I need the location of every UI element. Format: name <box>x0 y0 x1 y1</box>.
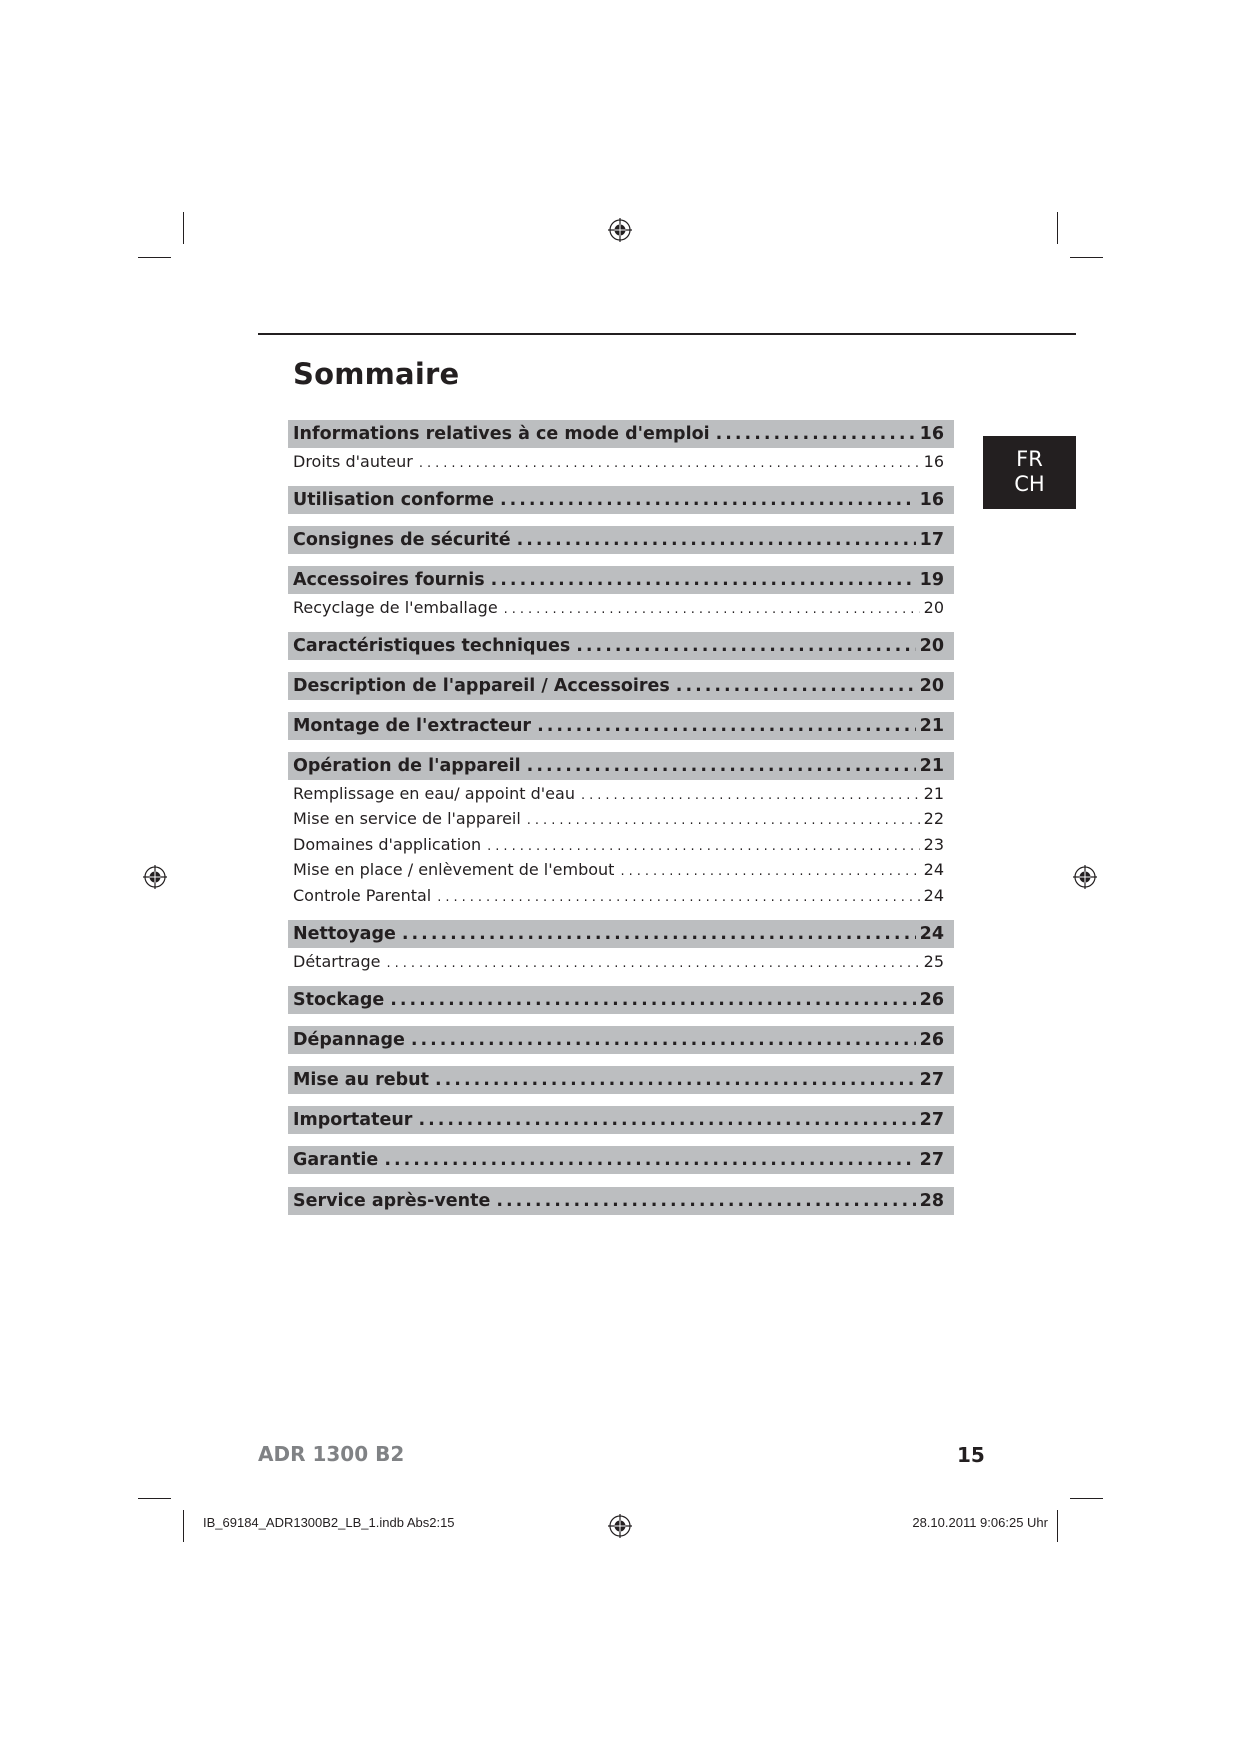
crop-mark <box>1057 1510 1058 1542</box>
toc-entry-title: Montage de l'extracteur <box>293 716 532 736</box>
dot-leader <box>435 1066 916 1094</box>
toc-section-row <box>288 752 954 780</box>
dot-leader <box>716 420 916 448</box>
dot-leader <box>384 1146 915 1174</box>
toc-entry-title: Stockage <box>293 990 385 1010</box>
toc-entry-title: Mise en service de l'appareil <box>293 809 521 828</box>
toc-page-number: 20 <box>919 676 944 696</box>
toc-page-number: 25 <box>923 952 944 971</box>
crop-mark <box>138 1498 171 1499</box>
dot-leader <box>504 598 920 622</box>
dot-leader <box>386 952 919 976</box>
toc-section-row <box>288 920 954 948</box>
crop-mark <box>1057 212 1058 244</box>
toc-page-number: 23 <box>923 835 944 854</box>
dot-leader <box>517 526 916 554</box>
toc-page-number: 28 <box>919 1191 944 1211</box>
toc-page-number: 16 <box>919 424 944 444</box>
toc-page-number: 19 <box>919 570 944 590</box>
toc-page-number: 22 <box>923 809 944 828</box>
toc-entry-title: Droits d'auteur <box>293 452 413 471</box>
toc-subsection-row <box>288 950 954 974</box>
language-tab <box>983 436 1076 509</box>
dot-leader <box>676 672 916 700</box>
header-rule <box>258 333 1076 335</box>
toc-entry-title: Nettoyage <box>293 924 396 944</box>
toc-section-row <box>288 632 954 660</box>
dot-leader <box>418 1106 915 1134</box>
toc-subsection-row <box>288 807 954 831</box>
dot-leader <box>496 1187 915 1215</box>
toc-page-number: 20 <box>923 598 944 617</box>
toc-section-row <box>288 712 954 740</box>
registration-mark-icon <box>608 1514 632 1538</box>
toc-page-number: 17 <box>919 530 944 550</box>
toc-entry-title: Garantie <box>293 1150 379 1170</box>
toc-entry-title: Utilisation conforme <box>293 490 494 510</box>
toc-page-number: 27 <box>919 1150 944 1170</box>
toc-section-row <box>288 526 954 554</box>
dot-leader <box>402 920 916 948</box>
toc-section-row <box>288 486 954 514</box>
registration-mark-icon <box>608 218 632 242</box>
toc-section-row <box>288 566 954 594</box>
crop-mark <box>183 212 184 244</box>
toc-page-number: 21 <box>919 716 944 736</box>
toc-entry-title: Importateur <box>293 1110 413 1130</box>
crop-mark <box>1070 1498 1103 1499</box>
toc-page-number: 27 <box>919 1070 944 1090</box>
toc-entry-title: Opération de l'appareil <box>293 756 521 776</box>
toc-entry-title: Dépannage <box>293 1030 405 1050</box>
toc-entry-title: Description de l'appareil / Accessoires <box>293 676 670 696</box>
toc-entry-title: Informations relatives à ce mode d'emploi <box>293 424 710 444</box>
toc-section-row <box>288 672 954 700</box>
registration-mark-icon <box>143 865 167 889</box>
toc-page-number: 27 <box>919 1110 944 1130</box>
dot-leader <box>576 632 915 660</box>
toc-subsection-row <box>288 596 954 620</box>
crop-mark <box>1070 257 1103 258</box>
toc-page-number: 24 <box>923 886 944 905</box>
dot-leader <box>491 566 916 594</box>
dot-leader <box>437 886 919 910</box>
dot-leader <box>537 712 916 740</box>
page-title: Sommaire <box>293 357 460 391</box>
footer-model: ADR 1300 B2 <box>258 1442 405 1466</box>
dot-leader <box>419 452 920 476</box>
toc-entry-title: Détartrage <box>293 952 381 971</box>
toc-page-number: 24 <box>923 860 944 879</box>
toc-entry-title: Domaines d'application <box>293 835 482 854</box>
toc-entry-title: Mise au rebut <box>293 1070 430 1090</box>
page-number: 15 <box>957 1443 985 1467</box>
toc-section-row <box>288 420 954 448</box>
toc-page-number: 21 <box>923 784 944 803</box>
toc-page-number: 16 <box>923 452 944 471</box>
toc-entry-title: Remplissage en eau/ appoint d'eau <box>293 784 575 803</box>
language-code: CH <box>1014 472 1045 496</box>
toc-section-row <box>288 1066 954 1094</box>
toc-page-number: 20 <box>919 636 944 656</box>
toc-section-row <box>288 1026 954 1054</box>
toc-section-row <box>288 1106 954 1134</box>
toc-section-row <box>288 1187 954 1215</box>
toc-subsection-row <box>288 833 954 857</box>
registration-mark-icon <box>1073 865 1097 889</box>
dot-leader <box>581 784 920 808</box>
toc-subsection-row <box>288 782 954 806</box>
toc-entry-title: Caractéristiques techniques <box>293 636 571 656</box>
crop-mark <box>183 1510 184 1542</box>
dot-leader <box>620 860 919 884</box>
toc-page-number: 21 <box>919 756 944 776</box>
dot-leader <box>500 486 916 514</box>
language-code: FR <box>1016 447 1043 471</box>
print-slug-file: IB_69184_ADR1300B2_LB_1.indb Abs2:15 <box>203 1515 455 1530</box>
print-slug-timestamp: 28.10.2011 9:06:25 Uhr <box>912 1515 1048 1530</box>
toc-entry-title: Accessoires fournis <box>293 570 485 590</box>
toc-entry-title: Consignes de sécurité <box>293 530 511 550</box>
toc-page-number: 26 <box>919 990 944 1010</box>
dot-leader <box>411 1026 916 1054</box>
dot-leader <box>487 835 919 859</box>
toc-entry-title: Recyclage de l'emballage <box>293 598 498 617</box>
toc-subsection-row <box>288 884 954 908</box>
toc-page-number: 26 <box>919 1030 944 1050</box>
toc-page-number: 24 <box>919 924 944 944</box>
toc-entry-title: Controle Parental <box>293 886 432 905</box>
toc-subsection-row <box>288 450 954 474</box>
toc-page-number: 16 <box>919 490 944 510</box>
toc-entry-title: Mise en place / enlèvement de l'embout <box>293 860 615 879</box>
crop-mark <box>138 257 171 258</box>
toc-section-row <box>288 986 954 1014</box>
toc-entry-title: Service après-vente <box>293 1191 491 1211</box>
dot-leader <box>390 986 915 1014</box>
dot-leader <box>527 809 920 833</box>
toc-subsection-row <box>288 858 954 882</box>
dot-leader <box>527 752 916 780</box>
toc-section-row <box>288 1146 954 1174</box>
